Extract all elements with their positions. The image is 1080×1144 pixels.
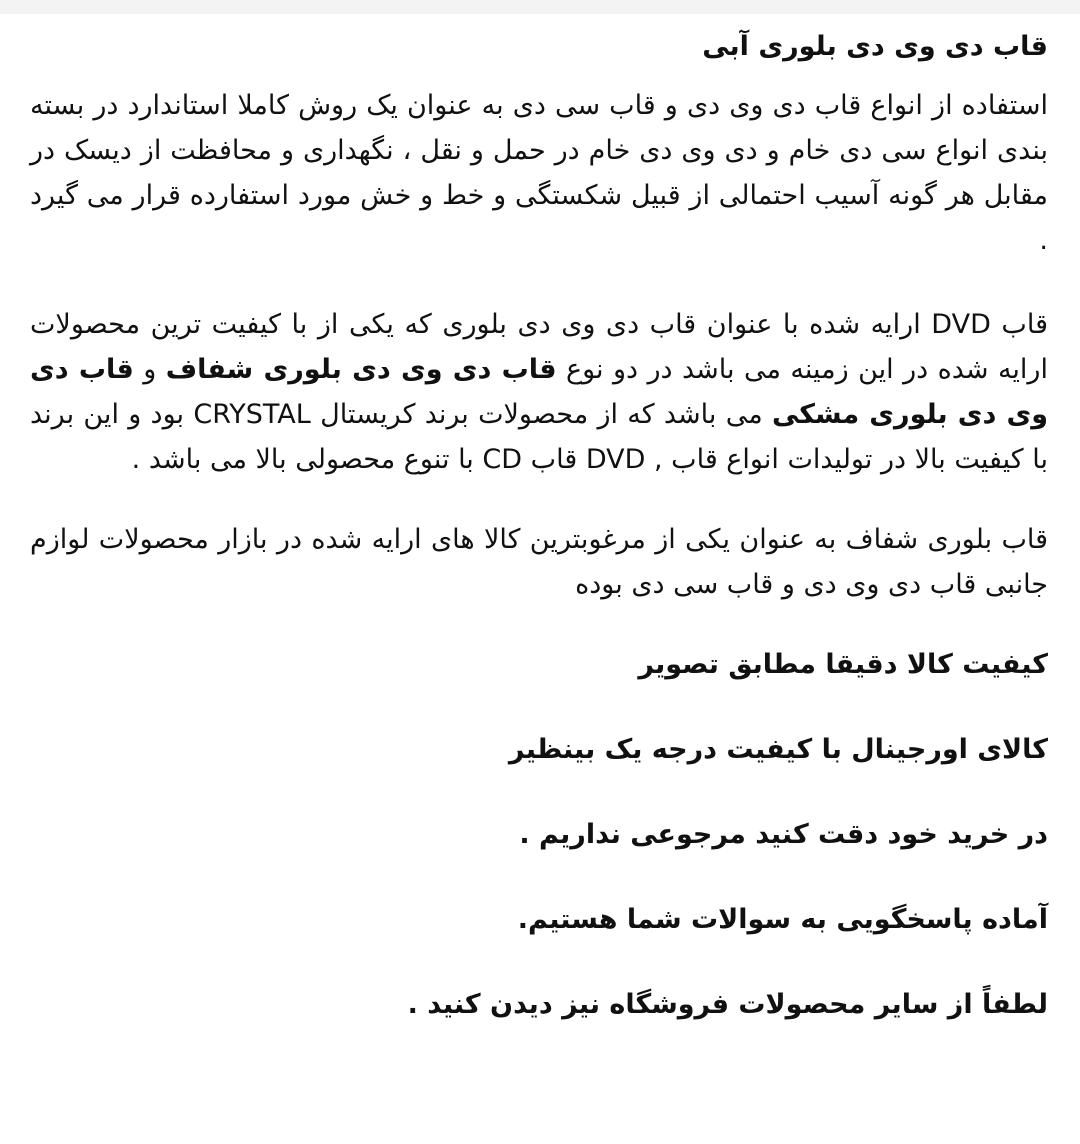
p2-text-2: ارایه شده با عنوان قاب دی وی دی بلوری که یکی از با کیفیت ترین محصولات ارایه شده در این زمینه می باشد در دو نوع (30, 309, 1048, 385)
note-other-products: لطفاً از سایر محصولات فروشگاه نیز دیدن کنید . (407, 989, 1048, 1020)
p2-and: و (143, 354, 157, 385)
p2-dvd-term: DVD (931, 309, 991, 340)
note-original: کالای اورجینال با کیفیت درجه یک بینظیر (508, 734, 1048, 765)
p2-text-5: قاب (530, 444, 578, 475)
top-divider-strip (0, 0, 1080, 14)
p2-dvd-term-2: DVD , (585, 444, 663, 475)
crystal-case-paragraph (30, 302, 1048, 482)
p2-bold-black-case: قاب دی وی دی بلوری مشکی (30, 354, 1048, 430)
p2-text-6: با تنوع محصولی بالا می باشد . (131, 444, 474, 475)
note-support: آماده پاسخگویی به سوالات شما هستیم. (517, 904, 1048, 935)
p2-cd-term: CD (482, 444, 523, 475)
p2-crystal-brand: CRYSTAL (193, 399, 311, 430)
note-quality: کیفیت کالا دقیقا مطابق تصویر (638, 649, 1048, 680)
p2-text-1: قاب (1001, 309, 1048, 340)
intro-paragraph: استفاده از انواع قاب دی وی دی و قاب سی دی به عنوان یک روش کاملا استاندارد در بسته بندی انواع سی دی خام و دی وی دی خام در حمل و نقل ، نگهداری و محافظت از دیسک در مقابل هر گونه آسیب احتمالی از قبیل شکستگی و خط و خش مورد استفارده قرار می گیرد . (30, 90, 1048, 256)
clear-case-paragraph: قاب بلوری شفاف به عنوان یکی از مرغوبترین کالا های ارایه شده در بازار محصولات لوازم جانبی قاب دی وی دی و قاب سی دی بوده (30, 524, 1048, 600)
p2-text-3: می باشد که از محصولات برند کریستال (320, 399, 763, 430)
product-description (30, 18, 1048, 1027)
note-no-returns: در خرید خود دقت کنید مرجوعی نداریم . (519, 819, 1048, 850)
p2-bold-clear-case: قاب دی وی دی بلوری شفاف (165, 354, 557, 385)
p2-text-4: بود و این برند با کیفیت بالا در تولیدات انواع قاب (30, 399, 1048, 475)
product-title: قاب دی وی دی بلوری آبی (702, 31, 1048, 62)
